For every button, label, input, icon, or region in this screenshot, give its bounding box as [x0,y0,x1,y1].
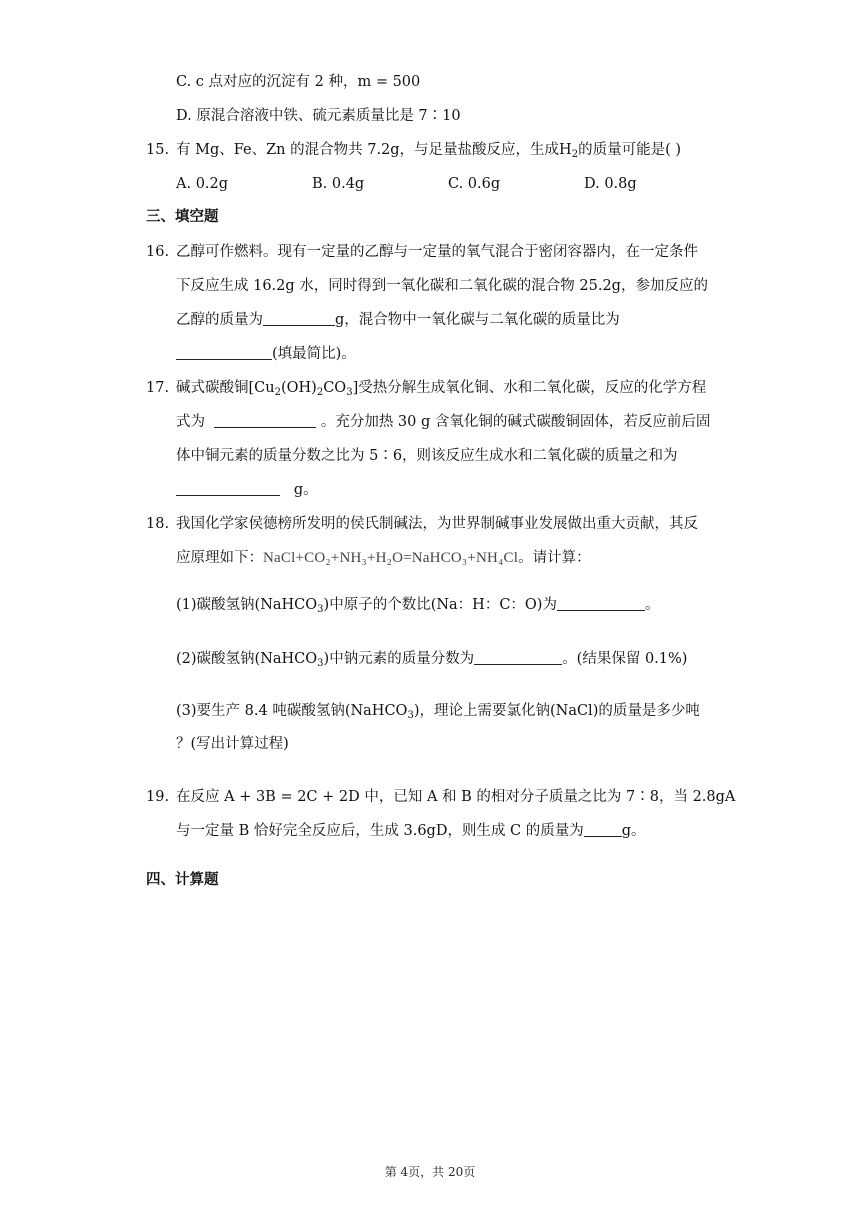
q14-option-c: C. c 点对应的沉淀有 2 种，m = 500 [176,74,421,90]
q15-option-d: D. 0.8g [584,176,637,192]
q17-line-1: 碱式碳酸铜$[Cu_2(OH)_2CO_3]$受热分解生成氧化铜、水和二氧化碳，反应的化学方程 [176,380,707,398]
page-footer: 第 4页，共 20页 [384,1165,476,1179]
section-heading-calculation: 四、计算题 [146,871,219,888]
reaction-equation: NaCl+CO₂+NH₃+H₂O=NaHCO₃+NH₄Cl [263,550,519,566]
q17-answer-blank-2[interactable] [176,481,280,496]
q16-line-2: 下反应生成 16.2g 水，同时得到一氧化碳和二氧化碳的混合物 25.2g，参加反应的 [176,278,708,294]
q15-number: 15. [146,142,170,158]
q16-number: 16. [146,244,170,260]
q16-line-1: 乙醇可作燃料。现有一定量的乙醇与一定量的氧气混合于密闭容器内，在一定条件 [176,244,698,260]
q18-part-3: (3)要生产 8.4 吨碳酸氢钠(NaHCO$_3$)，理论上需要氯化钠(NaCl)的质量是多少吨 [176,703,700,721]
q15-option-b: B. 0.4g [312,176,365,192]
q19-number: 19. [146,789,170,805]
q15-option-c: C. 0.6g [448,176,501,192]
q18-line-1: 我国化学家侯德榜所发明的侯氏制碱法，为世界制碱事业发展做出重大贡献，其反 [176,516,698,532]
q16-answer-blank-1[interactable] [263,311,335,326]
q18-part-1: (1)碳酸氢钠(NaHCO$_3$)中原子的个数比(Na：H：C：O)为 。 [176,597,660,615]
q19-line-1: 在反应 A + 3B = 2C + 2D 中，已知 A 和 B 的相对分子质量之比为 7∶8，当 2.8gA [176,789,736,805]
q18-number: 18. [146,516,170,532]
q19-line-2: 与一定量 B 恰好完全反应后，生成 3.6gD，则生成 C 的质量为 g。 [176,823,646,839]
q18-answer-blank-1[interactable] [557,596,645,611]
q15-stem: 有 Mg、Fe、Zn 的混合物共 7.2g，与足量盐酸反应，生成$H_2$的质量可能是( ) [176,142,682,160]
q19-answer-blank[interactable] [584,822,622,837]
q18-part-2: (2)碳酸氢钠(NaHCO$_3$)中钠元素的质量分数为 。(结果保留 0.1%) [176,651,688,669]
q15-option-a: A. 0.2g [176,176,229,192]
q18-line-2: 应原理如下：NaCl+CO₂+NH₃+H₂O=NaHCO₃+NH₄Cl。请计算： [176,550,591,566]
q16-line-3: 乙醇的质量为 g，混合物中一氧化碳与二氧化碳的质量比为 [176,312,620,328]
q16-line-4: (填最简比)。 [176,344,356,364]
q17-line-4: g。 [176,480,318,500]
q17-answer-blank-1[interactable] [214,413,316,428]
q17-line-3: 体中铜元素的质量分数之比为 5∶6，则该反应生成水和二氧化碳的质量之和为 [176,448,678,464]
q14-option-d: D. 原混合溶液中铁、硫元素质量比是 7∶10 [176,108,461,124]
q18-part-3-line-2: ？(写出计算过程) [176,736,289,752]
q17-line-2: 式为 。充分加热 30 g 含氧化铜的碱式碳酸铜固体，若反应前后固 [176,414,711,430]
section-heading-fill-in: 三、填空题 [146,208,219,225]
q16-answer-blank-2[interactable] [176,345,272,360]
q18-answer-blank-2[interactable] [474,650,562,665]
q17-number: 17. [146,380,170,396]
